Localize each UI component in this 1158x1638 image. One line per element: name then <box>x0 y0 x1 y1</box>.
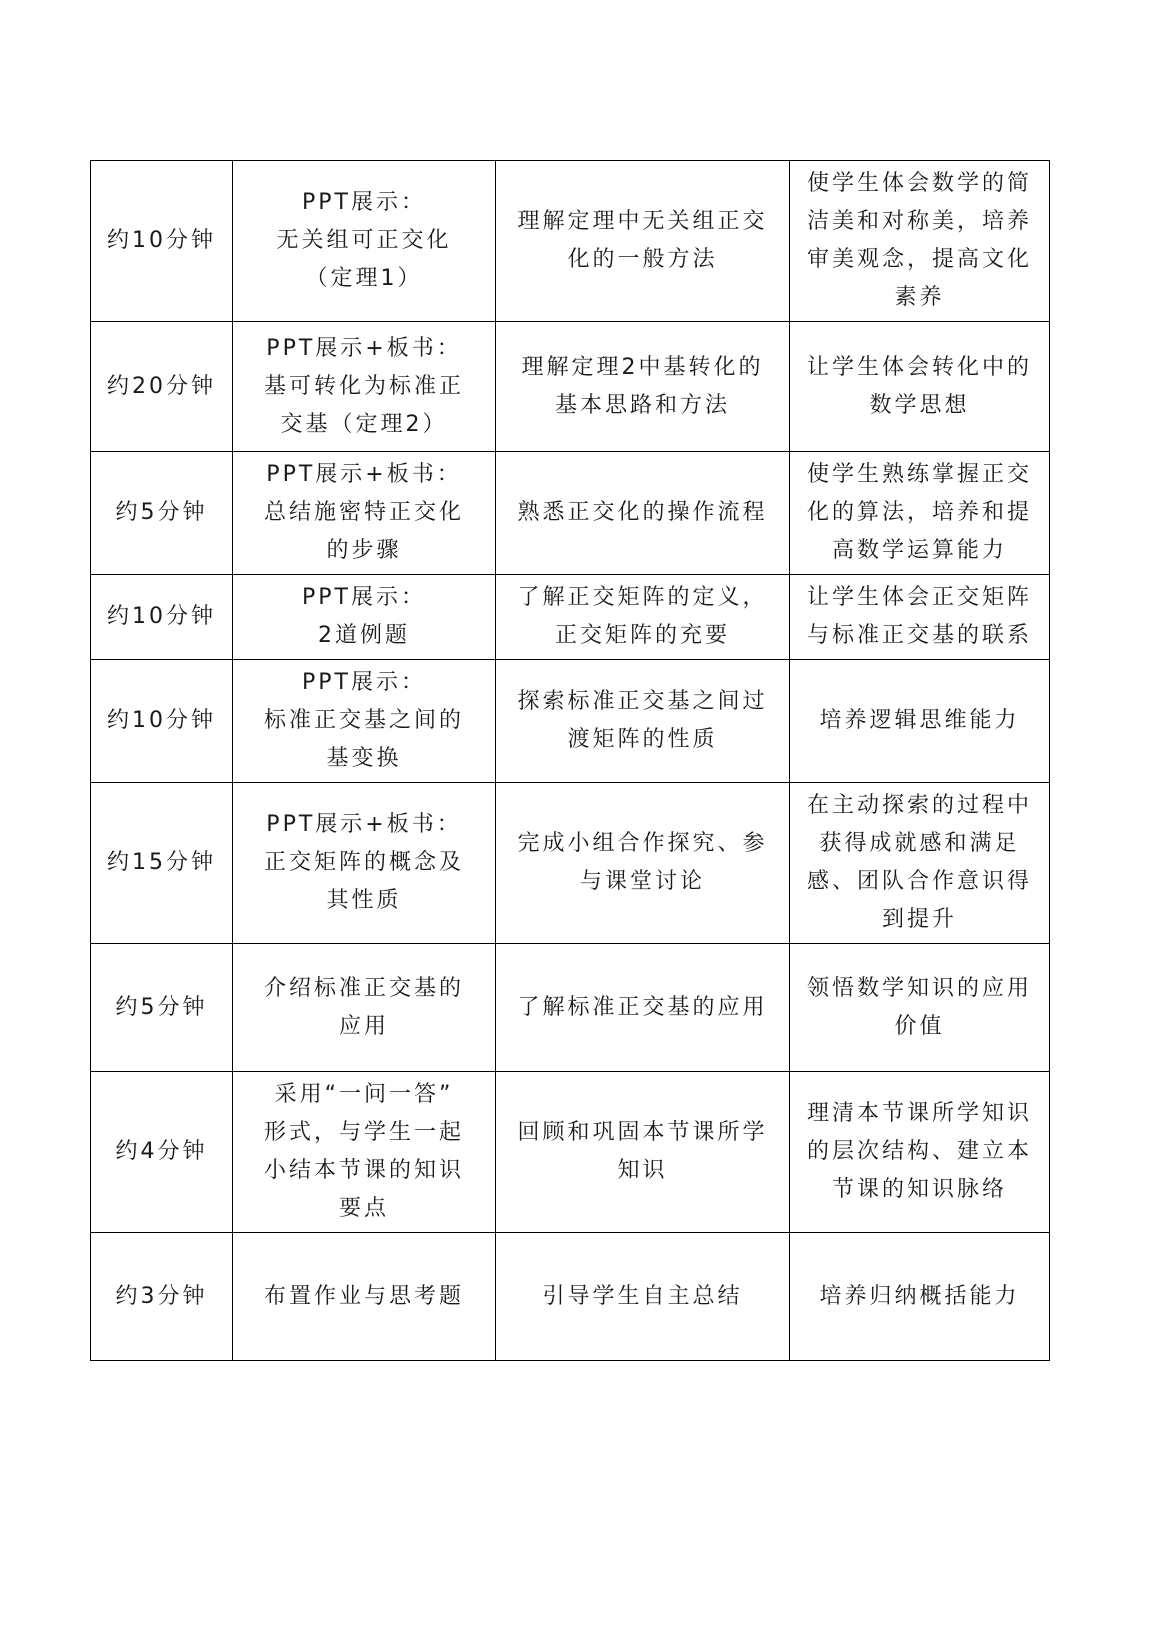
aim-line: 感、团队合作意识得 <box>806 869 1032 894</box>
time-text: 约15分钟 <box>107 850 216 875</box>
activity-line: 要点 <box>338 1196 389 1221</box>
goal-line: 化的一般方法 <box>567 247 718 272</box>
aim-line: 获得成就感和满足 <box>819 831 1020 856</box>
activity-cell <box>233 575 496 660</box>
table-row <box>91 161 1050 322</box>
goal-line: 熟悉正交化的操作流程 <box>517 500 768 525</box>
activity-line: 正交矩阵的概念及 <box>263 850 464 875</box>
activity-cell <box>233 452 496 575</box>
aim-line: 领悟数学知识的应用 <box>806 975 1032 1001</box>
activity-cell <box>233 161 496 322</box>
table-row <box>91 783 1050 944</box>
activity-line: 标准正交基之间的 <box>263 708 464 733</box>
activity-cell <box>233 322 496 452</box>
aim-cell <box>790 575 1050 660</box>
activity-line: 形式，与学生一起 <box>263 1120 464 1145</box>
time-cell <box>91 452 233 575</box>
aim-cell <box>790 322 1050 452</box>
aim-line: 到提升 <box>881 907 957 932</box>
goal-line: 完成小组合作探究、参 <box>517 831 768 856</box>
goal-cell <box>496 783 790 944</box>
goal-line: 与课堂讨论 <box>579 869 705 894</box>
time-cell <box>91 783 233 944</box>
time-cell <box>91 575 233 660</box>
aim-line: 培养归纳概括能力 <box>819 1283 1020 1309</box>
aim-line: 节课的知识脉络 <box>831 1177 1007 1202</box>
aim-line: 在主动探索的过程中 <box>806 793 1032 818</box>
goal-cell <box>496 161 790 322</box>
activity-line: PPT展示+板书： <box>266 462 462 487</box>
activity-line: （定理1） <box>305 266 423 291</box>
aim-line: 价值 <box>894 1013 945 1039</box>
goal-cell <box>496 452 790 575</box>
time-text: 约4分钟 <box>115 1139 208 1164</box>
table-row <box>91 1072 1050 1233</box>
goal-cell <box>496 944 790 1072</box>
goal-line: 探索标准正交基之间过 <box>517 689 768 714</box>
time-text: 约20分钟 <box>107 373 216 399</box>
table-row <box>91 1233 1050 1361</box>
table-row <box>91 452 1050 575</box>
activity-cell <box>233 1233 496 1361</box>
time-cell <box>91 161 233 322</box>
activity-line: 小结本节课的知识 <box>263 1158 464 1183</box>
aim-cell <box>790 783 1050 944</box>
activity-line: PPT展示+板书： <box>266 335 462 361</box>
aim-line: 数学思想 <box>869 392 970 418</box>
time-cell <box>91 1072 233 1233</box>
goal-cell <box>496 1072 790 1233</box>
aim-line: 理清本节课所学知识 <box>806 1101 1032 1126</box>
time-cell <box>91 1233 233 1361</box>
aim-cell <box>790 452 1050 575</box>
activity-cell <box>233 783 496 944</box>
goal-line: 引导学生自主总结 <box>542 1283 743 1309</box>
time-text: 约5分钟 <box>115 500 208 525</box>
activity-line: PPT展示： <box>302 190 426 215</box>
time-text: 约3分钟 <box>115 1283 208 1309</box>
aim-line: 的层次结构、建立本 <box>806 1139 1032 1164</box>
activity-line: 总结施密特正交化 <box>263 500 464 525</box>
activity-line: 应用 <box>338 1013 389 1039</box>
table-body <box>91 161 1050 1361</box>
table-row <box>91 575 1050 660</box>
aim-cell <box>790 944 1050 1072</box>
aim-cell <box>790 1072 1050 1233</box>
goal-line: 理解定理中无关组正交 <box>517 209 768 234</box>
goal-cell <box>496 575 790 660</box>
activity-cell <box>233 944 496 1072</box>
table-row <box>91 944 1050 1072</box>
activity-line: 布置作业与思考题 <box>263 1283 464 1309</box>
activity-line: 介绍标准正交基的 <box>263 975 464 1001</box>
time-text: 约10分钟 <box>107 228 216 253</box>
goal-line: 基本思路和方法 <box>554 392 730 418</box>
goal-cell <box>496 322 790 452</box>
aim-line: 与标准正交基的联系 <box>806 623 1032 648</box>
aim-line: 洁美和对称美，培养 <box>806 209 1032 234</box>
time-cell <box>91 660 233 783</box>
table-row <box>91 322 1050 452</box>
aim-line: 素养 <box>894 285 945 310</box>
aim-cell <box>790 660 1050 783</box>
aim-cell <box>790 1233 1050 1361</box>
activity-line: 其性质 <box>326 888 402 913</box>
activity-line: 交基（定理2） <box>280 411 448 437</box>
time-text: 约5分钟 <box>115 994 208 1020</box>
aim-line: 审美观念，提高文化 <box>806 247 1032 272</box>
activity-cell <box>233 1072 496 1233</box>
aim-line: 使学生体会数学的简 <box>806 171 1032 196</box>
time-text: 约10分钟 <box>107 604 216 629</box>
time-cell <box>91 322 233 452</box>
table-row <box>91 660 1050 783</box>
aim-line: 让学生体会转化中的 <box>806 354 1032 380</box>
goal-cell <box>496 660 790 783</box>
goal-line: 理解定理2中基转化的 <box>521 354 764 380</box>
lesson-plan-table <box>90 160 1050 1361</box>
aim-line: 化的算法，培养和提 <box>806 500 1032 525</box>
aim-line: 让学生体会正交矩阵 <box>806 585 1032 610</box>
activity-line: PPT展示+板书： <box>266 812 462 837</box>
goal-cell <box>496 1233 790 1361</box>
activity-cell <box>233 660 496 783</box>
aim-line: 高数学运算能力 <box>831 538 1007 563</box>
activity-line: 基可转化为标准正 <box>263 373 464 399</box>
goal-line: 回顾和巩固本节课所学 <box>517 1120 768 1145</box>
goal-line: 渡矩阵的性质 <box>567 727 718 752</box>
activity-line: 无关组可正交化 <box>276 228 452 253</box>
goal-line: 了解标准正交基的应用 <box>517 994 768 1020</box>
activity-line: 2道例题 <box>318 623 410 648</box>
time-text: 约10分钟 <box>107 708 216 733</box>
aim-line: 使学生熟练掌握正交 <box>806 462 1032 487</box>
goal-line: 知识 <box>617 1158 668 1183</box>
activity-line: 采用“一问一答” <box>274 1082 454 1107</box>
goal-line: 正交矩阵的充要 <box>554 623 730 648</box>
aim-cell <box>790 161 1050 322</box>
time-cell <box>91 944 233 1072</box>
activity-line: PPT展示： <box>302 585 426 610</box>
aim-line: 培养逻辑思维能力 <box>819 708 1020 733</box>
goal-line: 了解正交矩阵的定义， <box>517 585 768 610</box>
activity-line: 基变换 <box>326 746 402 771</box>
activity-line: 的步骤 <box>326 538 402 563</box>
activity-line: PPT展示： <box>302 670 426 695</box>
